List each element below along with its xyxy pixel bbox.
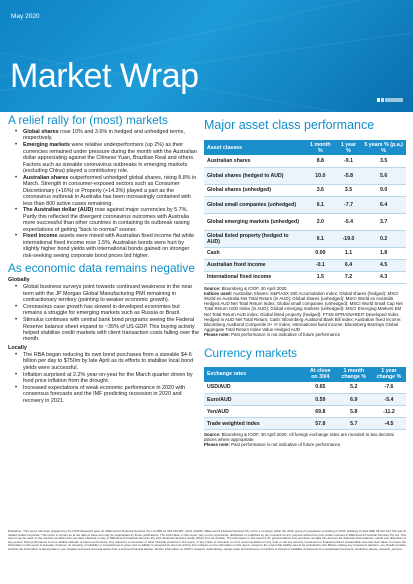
table-cell: 1.1 bbox=[336, 247, 362, 259]
table-cell: -5.4 bbox=[372, 394, 406, 406]
table-cell: 0.00 bbox=[305, 247, 336, 259]
table-row bbox=[204, 259, 406, 271]
list-item: • Global business surveys point towards continued weakness in the near term with the JP Morgan Global Manufacturing PMI remaining in contractionary territory (pointing to weaker economic growth). bbox=[23, 284, 200, 303]
table-cell: -19.0 bbox=[336, 230, 362, 247]
table-cell: Euro/AUD bbox=[204, 394, 305, 406]
table-cell: 69.8 bbox=[305, 406, 336, 418]
table-row bbox=[204, 247, 406, 259]
table-cell: -9.1 bbox=[336, 155, 362, 167]
table-cell: 10.0 bbox=[305, 167, 336, 184]
table-row bbox=[204, 155, 406, 167]
table-cell: 5.7 bbox=[336, 418, 372, 430]
list-item: • The Australian dollar (AUD) rose against major currencies by 5.7%. Partly this reflected the divergent coronavirus outcomes with Australia more successful than other countries in containing its outbreak raising expectations of getting "back to normal" sooner. bbox=[23, 207, 200, 233]
table-row bbox=[204, 418, 406, 430]
economic-heading: As economic data remains negative bbox=[8, 261, 195, 276]
globally-bullets bbox=[8, 284, 200, 343]
list-item: • Fixed income assets were mixed with Australian fixed income flat while international fixed income rose 1.5%. Australian bonds were hurt by slightly higher bond yields with international bonds gained on stronger risk-seeking seeing corporate bond prices bid higher. bbox=[23, 233, 200, 259]
table-cell: -7.7 bbox=[336, 196, 362, 213]
column-header: Exchange rates bbox=[204, 367, 305, 382]
table-row bbox=[204, 382, 406, 394]
table-cell: Global shares (unhedged) bbox=[204, 184, 305, 196]
table-row bbox=[204, 213, 406, 230]
asset-heading: Major asset class performance bbox=[204, 118, 375, 132]
column-header: 1 year change % bbox=[372, 367, 406, 382]
table-row bbox=[204, 394, 406, 406]
table-cell: 0.59 bbox=[305, 394, 336, 406]
table-cell: USD/AUD bbox=[204, 382, 305, 394]
table-cell: Trade weighted index bbox=[204, 418, 305, 430]
table-row bbox=[204, 230, 406, 247]
disclaimer-text: Disclaimer: This report has been prepared by the IOOF Research team for Millennium3 Financial Services Pty Ltd ABN 61 094 529 987, AFSL 244252. Millennium3 Financial Services Pty Ltd is a company within the IOOF group of companies consisting of IOOF Holdings Limited ABN 49 100 103 722 and its related bodies corporate. This report is current as at the date of issue and may be superseded by future publications. The information in this report may not be reproduced, distributed or published by any recipient for any purpose without the prior written consent of Millennium3 Financial Services Pty Ltd. This report may be used on the express condition that you have obtained a copy of Millennium3 Financial Services Pty Ltd's Financial Services Guide (FSG) from its website. The information in this report is for general advice only and does not take into account the financial circumstances, needs and objectives of any person. Past performance is not a reliable indicator of future performance. Any reference to securities or other financial products in this report, or any prices or forecasts, is not a recommendation to buy, hold or sell any security, investment or financial product. Reasonable care has been taken to ensure the information in this report is accurate; however, no warranty of reliability or completeness is given and no liability is accepted for any loss arising from reliance on the information in this report, except to the extent that liability cannot be excluded by law. Before making any investment decision, you should consider whether the information is appropriate to your situation and seek personal advice from a licensed financial adviser. Further information on IOOF's research methodology, ratings scale and disclosure of conflicts of interest is available at www.ioof.com.au/adviser/investment_funds/ioof_advice_research_process. bbox=[8, 529, 406, 551]
table-cell: 5.8 bbox=[336, 406, 372, 418]
column-header: 1 month change % bbox=[336, 367, 372, 382]
table-cell: 6.1 bbox=[305, 230, 336, 247]
left-column bbox=[8, 112, 200, 404]
table-cell: Yen/AUD bbox=[204, 406, 305, 418]
column-header: 1 year % bbox=[336, 140, 362, 155]
table-cell: 57.8 bbox=[305, 418, 336, 430]
table-cell: 3.5 bbox=[361, 155, 406, 167]
column-header: 1 month % bbox=[305, 140, 336, 155]
table-cell: 7.2 bbox=[336, 271, 362, 283]
table-cell: Global emerging markets (unhedged) bbox=[204, 213, 305, 230]
globally-label: Globally bbox=[8, 277, 30, 284]
table-cell: Global listed property (hedged to AUD) bbox=[204, 230, 305, 247]
asset-source-note: Source: Bloomberg & IOOF, 30 April 2020 Indices used: Australian Shares: S&P/ASX 200 Accumulation Index; Global shares (hedged): MSCI World ex Australia Net Total Return (in AUD); Global shares (unhedged): MSCI World ex Australia Hedged AUD Net Total Return Index; Global small companies (unhedged): MSCI World Small Cap Net Total Return USD Index (in AUD); Global emerging markets (unhedged): MSCI Emerging Markets EM Net Total Return AUD index; Global listed property (hedged): FTSE EPRA/NAREIT Developed Index Hedged in AUD Net Total Return; Cash: Bloomberg AusBond Bank Bill Index; Australian fixed income: Bloomberg AusBond Composite 0+ Yr Index; International fixed income: Bloomberg Barclays Global Aggregate Total Return Index Value Hedged AUD Please note: Past performance is not indicative of future performance bbox=[204, 285, 403, 338]
asset-table bbox=[204, 140, 406, 284]
table-cell: 8.8 bbox=[305, 155, 336, 167]
table-cell: -4.5 bbox=[372, 418, 406, 430]
locally-bullets bbox=[8, 352, 200, 404]
report-title: Market Wrap bbox=[10, 57, 199, 95]
table-cell: 6.4 bbox=[336, 259, 362, 271]
relief-heading: A relief rally for (most) markets bbox=[8, 113, 168, 127]
report-date: May 2020 bbox=[11, 13, 40, 20]
table-cell: -0.1 bbox=[305, 259, 336, 271]
table-cell: International fixed income bbox=[204, 271, 305, 283]
table-cell: Australian fixed income bbox=[204, 259, 305, 271]
list-item: • Increased expectations of weak economic performance in 2020 with consensus forecasts and the IMF predicting recession in 2020 and recovery in 2021. bbox=[23, 385, 200, 404]
list-item: • Australian shares outperformed unhedged global shares, rising 8.8% in March. Strength in consumer-exposed sectors such as Consumer Discretionary (+16%) or Property (+14.3%) played a part as the coronavirus outbreak in Australia has been increasingly contained with less than 800 active cases remaining. bbox=[23, 175, 200, 207]
column-header: Asset classes bbox=[204, 140, 305, 155]
table-cell: Global small companies (unhedged) bbox=[204, 196, 305, 213]
list-item: • Inflation surprised at 2.2% year-on-year for the March quarter driven by food price inflation from the drought. bbox=[23, 372, 200, 385]
table-cell: 3.5 bbox=[336, 184, 362, 196]
table-cell: 0.65 bbox=[305, 382, 336, 394]
header-banner bbox=[0, 0, 413, 112]
column-header: At close on 30/4 bbox=[305, 367, 336, 382]
table-cell: 4.3 bbox=[361, 271, 406, 283]
table-cell: 6.1 bbox=[305, 196, 336, 213]
table-cell: -5.8 bbox=[336, 167, 362, 184]
list-item: • Global shares rose 10% and 3.6% in hedged and unhedged terms, respectively. bbox=[23, 129, 200, 142]
table-cell: -11.2 bbox=[372, 406, 406, 418]
currency-source-note: Source: Bloomberg & IOOF, 30 April 2020. All foreign exchange rates are rounded to two decimal places where appropriate. Please note: Past performance is not indicative of future performance. bbox=[204, 432, 394, 448]
table-row bbox=[204, 271, 406, 283]
table-row bbox=[204, 196, 406, 213]
table-cell: 3.7 bbox=[361, 213, 406, 230]
brand-logo-icon bbox=[377, 97, 403, 103]
table-cell: 5.2 bbox=[336, 382, 372, 394]
table-row bbox=[204, 406, 406, 418]
list-item: • Emerging markets were relative underperformers (up 2%) as their currencies remained under pressure during the month with the Australian dollar appreciating against the Chinese Yuan, Brazilian Real and others. Factors such as sizeable coronavirus outbreaks in emerging markets (excluding China) played a contributory role. bbox=[23, 142, 200, 174]
table-cell: 1.8 bbox=[361, 247, 406, 259]
table-row bbox=[204, 167, 406, 184]
table-cell: 5.6 bbox=[361, 167, 406, 184]
list-item: • Stimulus continues with central bank bond programs seeing the Federal Reserve balance sheet expand to ~35% of US GDP. This buying activity helped stabilise credit markets with client transaction costs falling over the month. bbox=[23, 317, 200, 343]
table-cell: Australian shares bbox=[204, 155, 305, 167]
table-row bbox=[204, 184, 406, 196]
table-cell: Cash bbox=[204, 247, 305, 259]
table-cell: 9.0 bbox=[361, 184, 406, 196]
table-cell: 1.5 bbox=[305, 271, 336, 283]
table-cell: 2.0 bbox=[305, 213, 336, 230]
currency-table bbox=[204, 367, 406, 431]
table-cell: -7.6 bbox=[372, 382, 406, 394]
list-item: • Coronavirus case growth has slowed in developed economies but remains a struggle for emerging markets such as Russia or Brazil. bbox=[23, 304, 200, 317]
right-column bbox=[204, 112, 406, 448]
table-cell: 6.4 bbox=[361, 196, 406, 213]
relief-bullets bbox=[8, 129, 200, 259]
table-cell: 4.5 bbox=[361, 259, 406, 271]
table-cell: -5.4 bbox=[336, 213, 362, 230]
table-cell: Global shares (hedged to AUD) bbox=[204, 167, 305, 184]
table-cell: 0.2 bbox=[361, 230, 406, 247]
column-header: 5 years % (p.a.) % bbox=[361, 140, 406, 155]
locally-label: Locally bbox=[8, 344, 27, 351]
currency-heading: Currency markets bbox=[204, 345, 298, 360]
table-cell: 3.6 bbox=[305, 184, 336, 196]
table-cell: 6.9 bbox=[336, 394, 372, 406]
list-item: • The RBA began reducing its own bond purchases from a sizeable $4-6 billion per day to $750m by late April as its efforts to stabilise local bond yields were successful. bbox=[23, 352, 200, 371]
